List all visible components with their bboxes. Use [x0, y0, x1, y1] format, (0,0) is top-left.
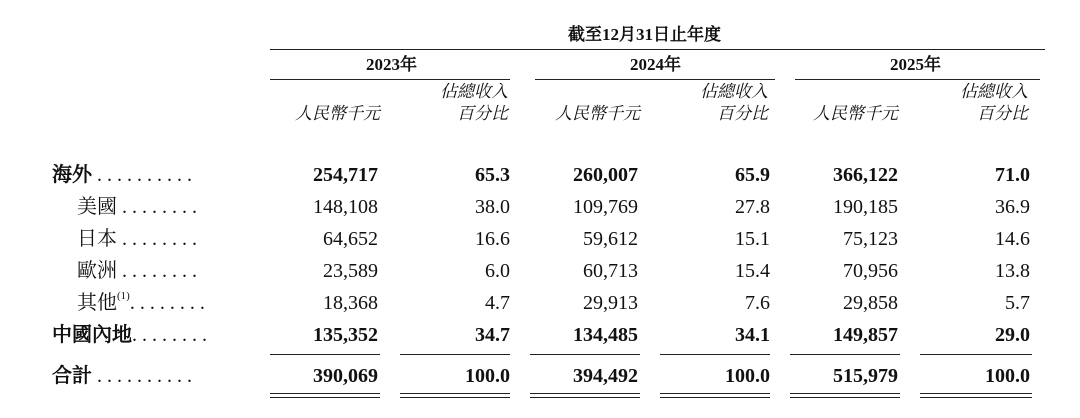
cell-europe-2023-percent: 6.0 [485, 260, 510, 282]
cell-mainland-2025-percent: 29.0 [995, 324, 1030, 346]
percent-header-2024-line1: 佔總收入 [700, 82, 768, 101]
row-label-overseas: 海外 . . . . . . . . . . [52, 164, 192, 186]
cell-mainland-2024-amount: 134,485 [573, 324, 638, 346]
cell-total-2023-percent: 100.0 [465, 365, 510, 387]
cell-mainland-2024-percent: 34.1 [735, 324, 770, 346]
cell-mainland-2025-amount: 149,857 [833, 324, 898, 346]
cell-europe-2024-percent: 15.4 [735, 260, 770, 282]
cell-others-2025-amount: 29,858 [843, 292, 898, 314]
cell-europe-2025-percent: 13.8 [995, 260, 1030, 282]
footnote-marker: (1) [117, 290, 130, 302]
total-double-line-2023-percent-a [400, 393, 510, 394]
total-double-line-2024-percent-a [660, 393, 770, 394]
row-label-usa: 美國 . . . . . . . . [77, 196, 197, 218]
cell-usa-2025-percent: 36.9 [995, 196, 1030, 218]
total-double-line-2023-amount-b [270, 397, 380, 398]
total-topline-2024-percent [660, 354, 770, 355]
year-2024-underline [535, 79, 775, 80]
total-double-line-2024-percent-b [660, 397, 770, 398]
cell-others-2023-amount: 18,368 [323, 292, 378, 314]
total-double-line-2023-amount-a [270, 393, 380, 394]
percent-header-2025-line2: 百分比 [977, 104, 1028, 123]
year-2025-header: 2025年 [890, 55, 941, 74]
cell-japan-2023-amount: 64,652 [323, 228, 378, 250]
cell-usa-2023-amount: 148,108 [313, 196, 378, 218]
table-header-title: 截至12月31日止年度 [568, 25, 721, 44]
cell-europe-2024-amount: 60,713 [583, 260, 638, 282]
cell-europe-2023-amount: 23,589 [323, 260, 378, 282]
cell-japan-2025-percent: 14.6 [995, 228, 1030, 250]
percent-header-2024-line2: 百分比 [717, 104, 768, 123]
cell-overseas-2023-amount: 254,717 [313, 164, 378, 186]
cell-others-2023-percent: 4.7 [485, 292, 510, 314]
total-double-line-2023-percent-b [400, 397, 510, 398]
cell-japan-2024-amount: 59,612 [583, 228, 638, 250]
year-2023-header: 2023年 [366, 55, 417, 74]
cell-total-2024-amount: 394,492 [573, 365, 638, 387]
cell-usa-2025-amount: 190,185 [833, 196, 898, 218]
cell-japan-2023-percent: 16.6 [475, 228, 510, 250]
total-double-line-2025-percent-a [920, 393, 1032, 394]
cell-total-2023-amount: 390,069 [313, 365, 378, 387]
total-topline-2023-amount [270, 354, 380, 355]
year-2023-underline [270, 79, 510, 80]
year-2024-header: 2024年 [630, 55, 681, 74]
cell-usa-2023-percent: 38.0 [475, 196, 510, 218]
total-double-line-2024-amount-b [530, 397, 640, 398]
cell-overseas-2024-percent: 65.9 [735, 164, 770, 186]
cell-overseas-2023-percent: 65.3 [475, 164, 510, 186]
cell-others-2024-amount: 29,913 [583, 292, 638, 314]
total-double-line-2025-percent-b [920, 397, 1032, 398]
total-topline-2025-percent [920, 354, 1032, 355]
total-topline-2025-amount [790, 354, 900, 355]
cell-japan-2025-amount: 75,123 [843, 228, 898, 250]
total-double-line-2025-amount-a [790, 393, 900, 394]
cell-total-2025-amount: 515,979 [833, 365, 898, 387]
cell-total-2025-percent: 100.0 [985, 365, 1030, 387]
percent-header-2025-line1: 佔總收入 [960, 82, 1028, 101]
cell-total-2024-percent: 100.0 [725, 365, 770, 387]
total-topline-2023-percent [400, 354, 510, 355]
cell-usa-2024-percent: 27.8 [735, 196, 770, 218]
cell-mainland-2023-amount: 135,352 [313, 324, 378, 346]
total-double-line-2024-amount-a [530, 393, 640, 394]
percent-header-2023-line2: 百分比 [457, 104, 508, 123]
total-topline-2024-amount [530, 354, 640, 355]
cell-others-2025-percent: 5.7 [1005, 292, 1030, 314]
cell-mainland-2023-percent: 34.7 [475, 324, 510, 346]
percent-header-2023-line1: 佔總收入 [440, 82, 508, 101]
amount-header-2023: 人民幣千元 [295, 104, 380, 123]
cell-others-2024-percent: 7.6 [745, 292, 770, 314]
cell-usa-2024-amount: 109,769 [573, 196, 638, 218]
year-2025-underline [795, 79, 1040, 80]
row-label-others: 其他$^{(1)}$. . . . . . . . [77, 290, 205, 314]
amount-header-2024: 人民幣千元 [555, 104, 640, 123]
cell-overseas-2025-amount: 366,122 [833, 164, 898, 186]
row-label-mainland-china: 中國內地. . . . . . . . [52, 324, 207, 346]
cell-overseas-2024-amount: 260,007 [573, 164, 638, 186]
cell-japan-2024-percent: 15.1 [735, 228, 770, 250]
row-label-europe: 歐洲 . . . . . . . . [77, 260, 197, 282]
total-double-line-2025-amount-b [790, 397, 900, 398]
cell-europe-2025-amount: 70,956 [843, 260, 898, 282]
cell-overseas-2025-percent: 71.0 [995, 164, 1030, 186]
row-label-total: 合計 . . . . . . . . . . [52, 365, 192, 387]
amount-header-2025: 人民幣千元 [813, 104, 898, 123]
header-divider [270, 49, 1045, 50]
row-label-japan: 日本 . . . . . . . . [77, 228, 197, 250]
